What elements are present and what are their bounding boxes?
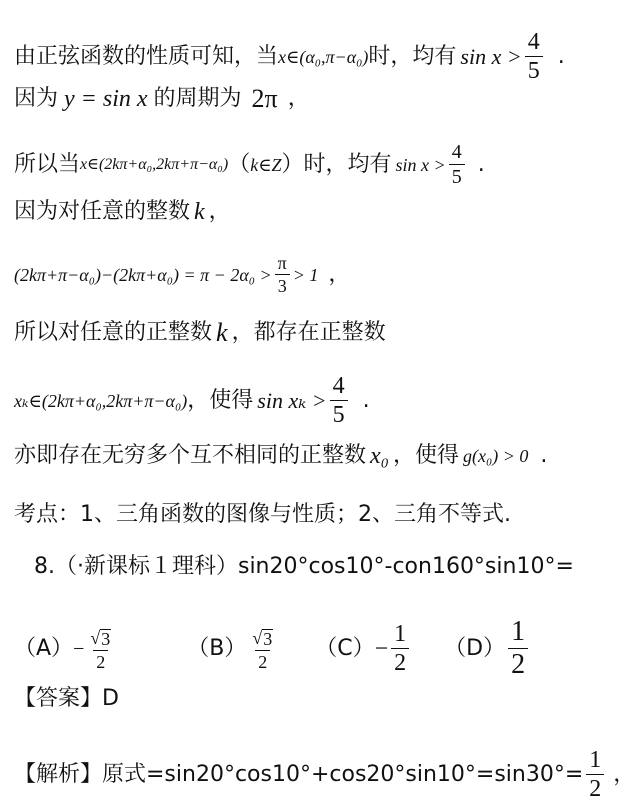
line-3-text-c: ）时，均有: [281, 151, 392, 177]
line-1-math-sin: sin x >: [460, 43, 522, 69]
line-3: [14, 142, 636, 187]
line-8-text-a: 亦即存在无穷多个互不相同的正整数: [14, 443, 367, 468]
line-4-math-k: k: [194, 199, 205, 225]
radicand: 3: [263, 629, 273, 649]
line-1-text-a: 由正弦函数的性质可知，当: [14, 43, 279, 69]
line-1-fraction: [525, 30, 543, 83]
fraction-denominator: 2: [586, 774, 604, 801]
option-d-fraction: [508, 618, 528, 679]
line-3-fraction: [449, 142, 465, 187]
solution-end: ，: [613, 761, 636, 787]
option-c-sign: −: [374, 635, 389, 662]
fraction-numerator: 4: [451, 141, 462, 163]
line-11-options: [14, 618, 636, 679]
sqrt-icon: √: [252, 628, 263, 648]
sqrt-icon: √: [90, 628, 101, 648]
fraction-denominator: 2: [508, 648, 528, 679]
line-7-end: .: [362, 387, 370, 413]
line-2-end: ，: [287, 86, 310, 111]
line-8-math-x0: x₀: [370, 443, 390, 469]
fraction-numerator: 1: [511, 616, 526, 647]
line-1-math-interval: x∈(α₀,π−α₀): [278, 46, 369, 67]
line-6-text-a: 所以对任意的正整数: [14, 320, 213, 345]
line-3-end: .: [477, 151, 485, 177]
line-5-math-gt-one: > 1: [292, 264, 319, 285]
option-d-label: （D）: [444, 635, 506, 661]
line-5: [14, 254, 636, 295]
fraction-denominator: 2: [93, 650, 108, 671]
fraction-denominator: 2: [255, 650, 270, 671]
line-4-text-a: 因为对任意的整数: [14, 199, 191, 224]
line-5-end: ，: [328, 261, 351, 287]
line-6-math-k: k: [216, 318, 228, 347]
solution-fraction: [586, 748, 604, 801]
line-4-end: ，: [208, 199, 231, 224]
line-6: [14, 320, 636, 346]
fraction-denominator: 3: [275, 274, 290, 295]
option-c-fraction: [391, 622, 409, 675]
fraction-denominator: 5: [449, 164, 465, 187]
option-a-sign: −: [73, 637, 85, 660]
answer-line: 【答案】D: [14, 686, 119, 711]
option-b-fraction: [249, 626, 276, 671]
line-9-text: 考点：1、三角函数的图像与性质；2、三角不等式.: [14, 502, 511, 527]
line-7-fraction: [330, 374, 348, 427]
line-2-text-b: 的周期为: [153, 86, 242, 111]
line-3-text-b: （: [228, 151, 251, 177]
option-a-label: （A）: [14, 635, 74, 661]
fraction-denominator: 5: [330, 400, 348, 427]
fraction-denominator: 2: [391, 648, 409, 675]
line-5-fraction: [275, 254, 290, 295]
line-8-end: .: [540, 443, 548, 468]
line-9: [14, 504, 636, 526]
option-c-label: （C）: [315, 635, 375, 661]
line-1: [14, 30, 636, 83]
line-12: [14, 688, 636, 710]
line-6-text-b: ，都存在正整数: [231, 320, 386, 345]
line-2-math-period: 2π: [251, 84, 278, 113]
line-2: [14, 86, 636, 112]
fraction-numerator: 4: [332, 373, 345, 399]
line-7: [14, 374, 636, 427]
option-a-fraction: [87, 626, 114, 671]
line-7-math-interval: xₖ∈(2kπ+α₀,2kπ+π−α₀): [14, 390, 188, 411]
line-8: [14, 444, 636, 468]
fraction-numerator: 1: [394, 621, 407, 647]
fraction-denominator: 5: [525, 56, 543, 83]
fraction-numerator: 4: [527, 29, 540, 55]
line-1-end: .: [557, 43, 565, 69]
line-7-math-sin: sin xₖ >: [257, 387, 327, 413]
line-3-math-k: k∈Z: [250, 154, 282, 175]
line-8-math-g: g(x₀) > 0: [463, 446, 529, 466]
line-3-text-a: 所以当: [14, 151, 81, 177]
line-2-math-y: y = sin x: [64, 86, 148, 112]
fraction-numerator: π: [277, 253, 287, 273]
line-10: [34, 556, 636, 578]
line-7-text-a: ，使得: [187, 387, 254, 413]
radicand: 3: [101, 629, 111, 649]
fraction-numerator: 1: [589, 747, 602, 773]
question-8-stem: 8.（·新课标１理科）sin20°cos10°-con160°sin10°=: [34, 554, 574, 579]
line-1-text-b: 时，均有: [368, 43, 457, 69]
option-b-label: （B）: [187, 635, 247, 661]
solution-line: 【解析】原式=sin20°cos10°+cos20°sin10°=sin30°=: [14, 761, 584, 787]
line-3-math-sin: sin x >: [395, 154, 446, 175]
line-8-text-b: ，使得: [393, 443, 460, 468]
line-2-text-a: 因为: [14, 86, 59, 111]
line-5-math-expression: (2kπ+π−α₀)−(2kπ+α₀) = π − 2α₀ >: [14, 264, 272, 285]
line-13: [14, 748, 636, 801]
line-4: [14, 200, 636, 224]
line-3-math-interval: x∈(2kπ+α₀,2kπ+π−α₀): [80, 155, 229, 173]
